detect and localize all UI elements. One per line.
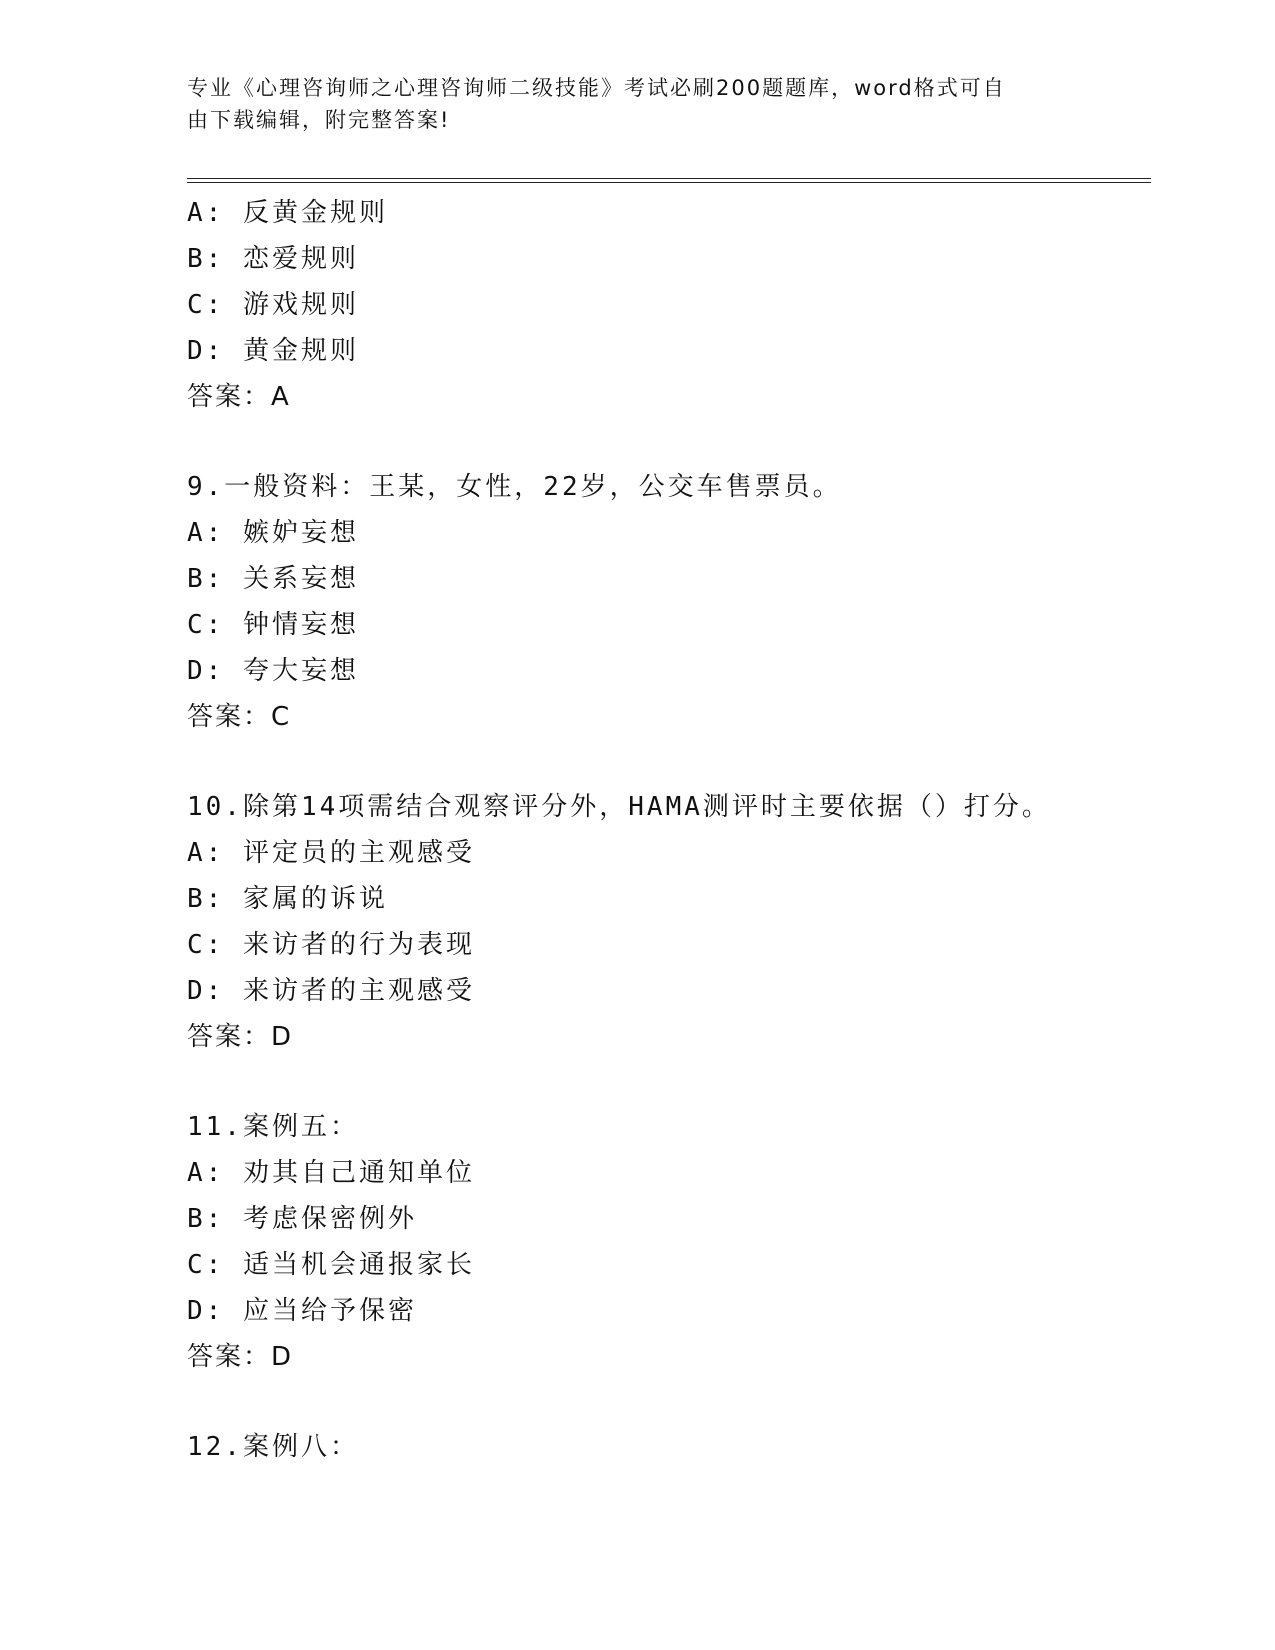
header-divider-top xyxy=(187,178,1151,179)
header-line-1: 专业《心理咨询师之心理咨询师二级技能》考试必刷200题题库，word格式可自 xyxy=(187,76,1006,100)
question-title: 12.案例八： xyxy=(187,1432,359,1462)
question-block xyxy=(187,190,1147,420)
option-b: B: 恋爱规则 xyxy=(187,244,359,274)
question-title: 10.除第14项需结合观察评分外，HAMA测评时主要依据（）打分。 xyxy=(187,792,1051,822)
option-d: D: 应当给予保密 xyxy=(187,1296,417,1326)
question-block xyxy=(187,1104,1147,1380)
option-d: D: 夸大妄想 xyxy=(187,656,359,686)
answer: 答案：A xyxy=(187,382,291,412)
option-c: C: 来访者的行为表现 xyxy=(187,930,475,960)
question-block xyxy=(187,784,1147,1060)
question-block xyxy=(187,464,1147,740)
question-title: 9.一般资料：王某，女性，22岁，公交车售票员。 xyxy=(187,472,842,502)
option-d: D: 来访者的主观感受 xyxy=(187,976,475,1006)
question-title: 11.案例五： xyxy=(187,1112,359,1142)
option-b: B: 考虑保密例外 xyxy=(187,1204,417,1234)
header-divider-bottom xyxy=(187,182,1151,183)
option-a: A: 反黄金规则 xyxy=(187,198,388,228)
answer: 答案：D xyxy=(187,1342,294,1372)
document-header xyxy=(187,72,1067,136)
option-c: C: 适当机会通报家长 xyxy=(187,1250,475,1280)
option-a: A: 评定员的主观感受 xyxy=(187,838,475,868)
option-b: B: 家属的诉说 xyxy=(187,884,388,914)
option-d: D: 黄金规则 xyxy=(187,336,359,366)
answer: 答案：D xyxy=(187,1022,294,1052)
answer: 答案：C xyxy=(187,702,292,732)
option-c: C: 游戏规则 xyxy=(187,290,359,320)
header-line-2: 由下载编辑，附完整答案! xyxy=(187,108,451,132)
question-list xyxy=(187,190,1147,1470)
option-a: A: 劝其自己通知单位 xyxy=(187,1158,475,1188)
question-block xyxy=(187,1424,1147,1470)
option-c: C: 钟情妄想 xyxy=(187,610,359,640)
option-b: B: 关系妄想 xyxy=(187,564,359,594)
option-a: A: 嫉妒妄想 xyxy=(187,518,359,548)
